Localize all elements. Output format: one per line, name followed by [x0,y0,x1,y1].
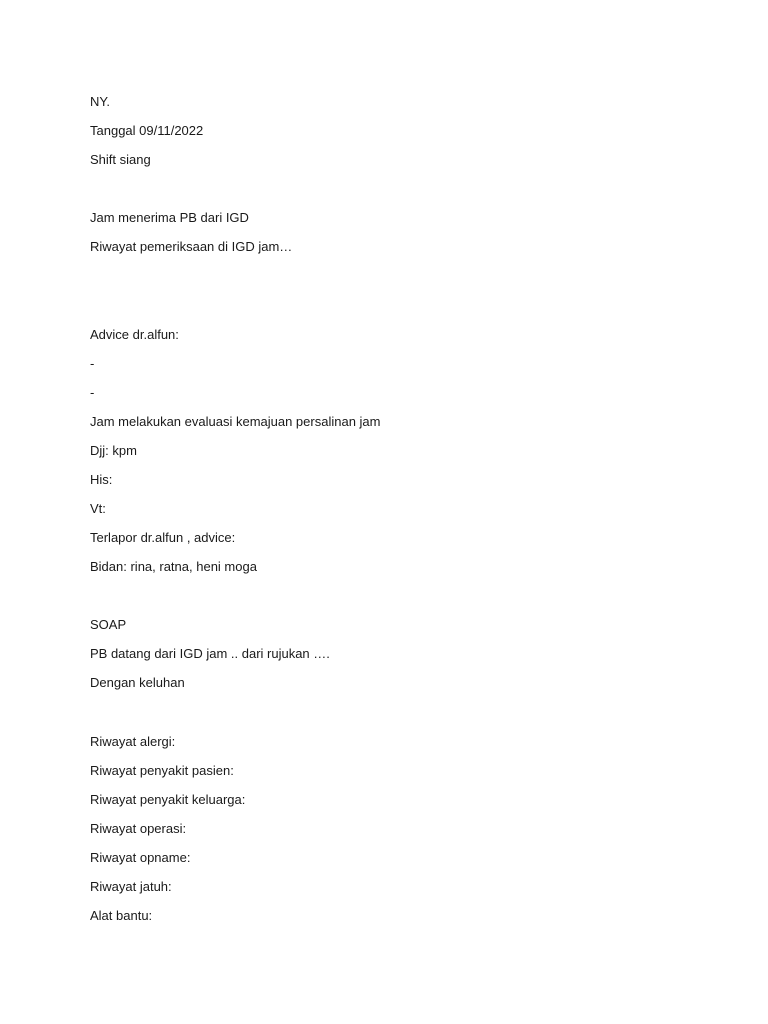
arrival-line: PB datang dari IGD jam .. dari rujukan …. [90,646,330,661]
reported-line: Terlapor dr.alfun , advice: [90,530,236,545]
assistive-device-line: Alat bantu: [90,908,153,923]
date-line: Tanggal 09/11/2022 [90,123,204,138]
vt-line: Vt: [90,501,106,516]
his-line: His: [90,472,113,487]
shift-line: Shift siang [90,152,151,167]
disease-history-line: Riwayat penyakit pasien: [90,763,234,778]
receive-time-line: Jam menerima PB dari IGD [90,210,249,225]
soap-heading: SOAP [90,617,127,632]
allergy-history-line: Riwayat alergi: [90,734,176,749]
evaluation-time-line: Jam melakukan evaluasi kemajuan persalinan jam [90,414,381,429]
complaint-line: Dengan keluhan [90,675,185,690]
advice-item-2: - [90,385,95,400]
family-history-line: Riwayat penyakit keluarga: [90,792,246,807]
igd-exam-history-line: Riwayat pemeriksaan di IGD jam… [90,239,293,254]
midwife-line: Bidan: rina, ratna, heni moga [90,559,257,574]
fall-history-line: Riwayat jatuh: [90,879,172,894]
patient-name-line: NY. [90,94,110,109]
djj-line: Djj: kpm [90,443,137,458]
hospitalization-line: Riwayat opname: [90,850,191,865]
surgery-history-line: Riwayat operasi: [90,821,187,836]
advice-item-1: - [90,356,95,371]
advice-line: Advice dr.alfun: [90,327,179,342]
